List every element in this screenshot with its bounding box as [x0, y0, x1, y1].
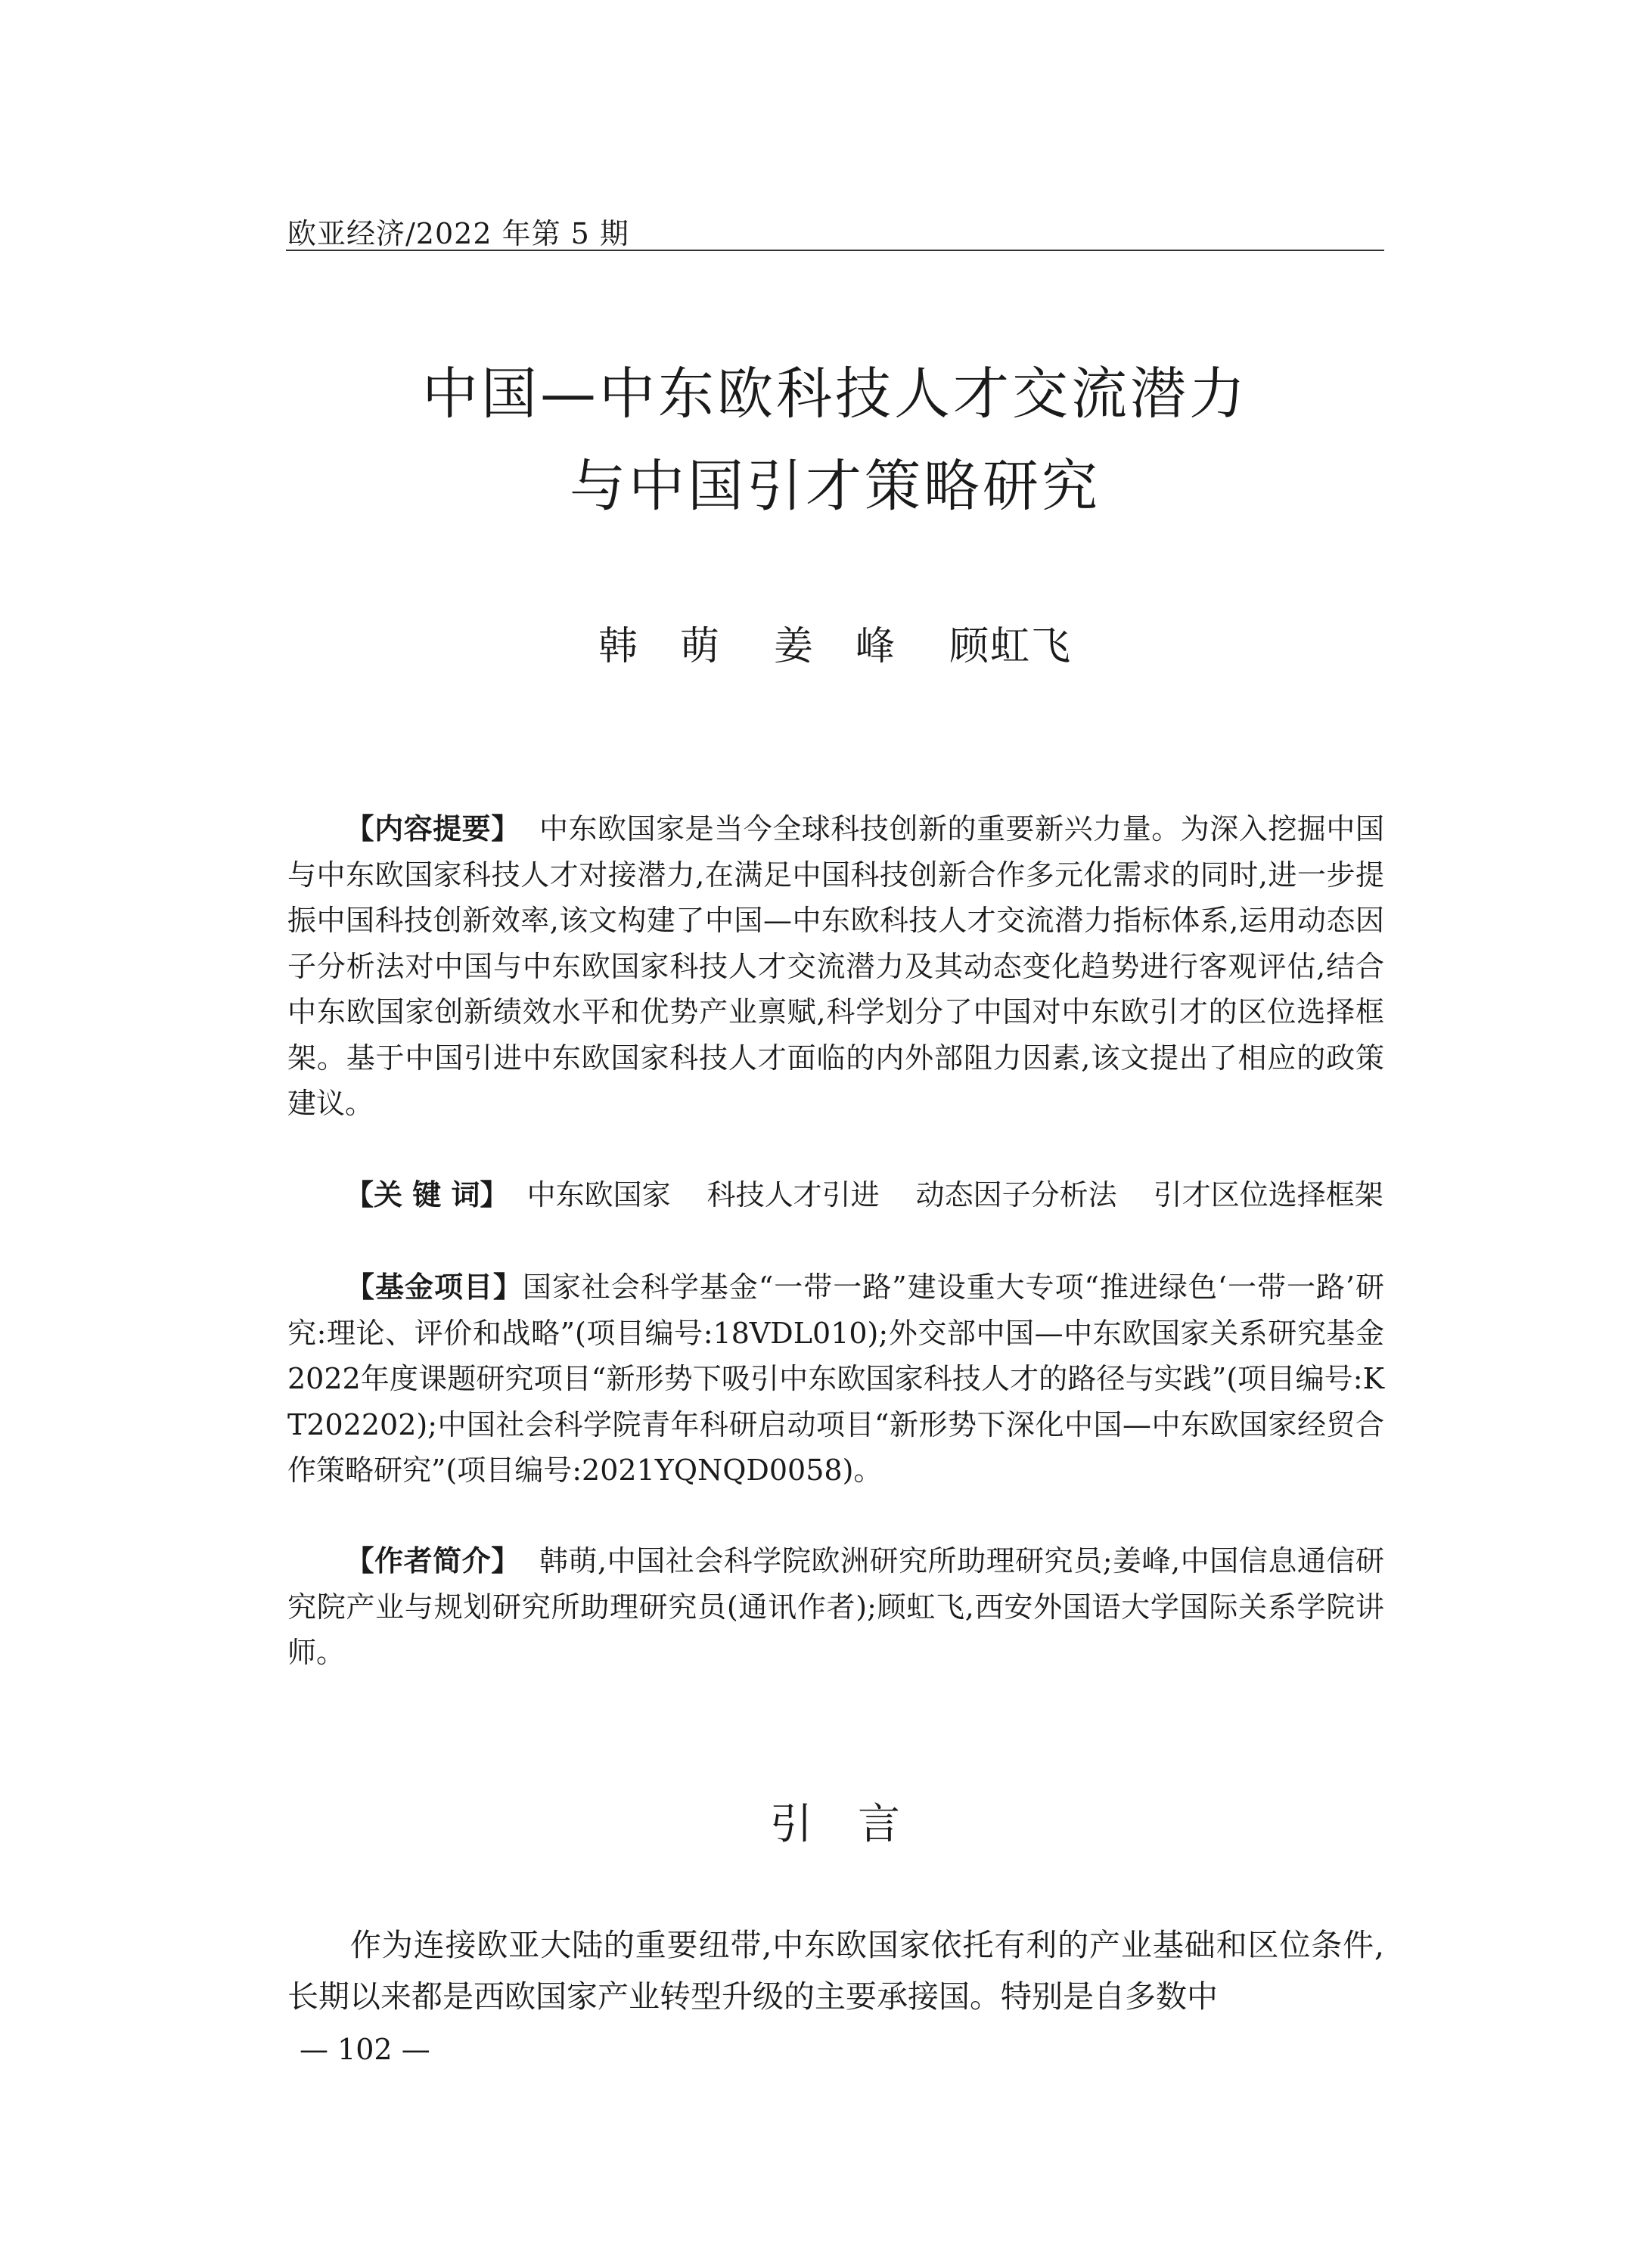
body-paragraph: [287, 1919, 1384, 2022]
running-header: 欧亚经济/2022 年第 5 期: [287, 217, 629, 250]
abstract-label: 【内容提要】: [345, 812, 520, 845]
abstract-section: [287, 806, 1384, 1127]
title-line-1: 中国—中东欧科技人才交流潜力: [422, 361, 1248, 427]
keyword-item: 中东欧国家: [526, 1178, 671, 1212]
funding-section: [287, 1264, 1384, 1494]
author-list: [286, 614, 1384, 671]
keyword-item: 引才区位选择框架: [1153, 1178, 1383, 1212]
keyword-item: 动态因子分析法: [915, 1178, 1117, 1212]
author-bio-section: [287, 1538, 1384, 1676]
page-number: — 102 —: [300, 2033, 430, 2066]
keyword-item: 科技人才引进: [706, 1178, 880, 1212]
article-title: [286, 348, 1384, 532]
author-bio-label: 【作者简介】: [345, 1544, 520, 1578]
author-name: 顾虹飞: [949, 624, 1073, 669]
abstract-text: 中东欧国家是当今全球科技创新的重要新兴力量。为深入挖掘中国与中东欧国家科技人才对接潜力,在满足中国科技创新合作多元化需求的同时,进一步提振中国科技创新效率,该文构建了中国—中东欧科技人才交流潜力指标体系,运用动态因子分析法对中国与中东欧国家科技人才交流潜力及其动态变化趋势进行客观评估,结合中东欧国家创新绩效水平和优势产业禀赋,科学划分了中国对中东欧引才的区位选择框架。基于中国引进中东欧国家科技人才面临的内外部阻力因素,该文提出了相应的政策建议。: [287, 812, 1384, 1120]
author-name: 姜 峰: [773, 624, 896, 669]
section-heading: 引言: [770, 1800, 946, 1849]
keywords-label: 【关 键 词】: [345, 1178, 509, 1212]
author-name: 韩 萌: [598, 624, 721, 669]
author-bio-text: 韩萌,中国社会科学院欧洲研究所助理研究员;姜峰,中国信息通信研究院产业与规划研究所助理研究员(通讯作者);顾虹飞,西安外国语大学国际关系学院讲师。: [287, 1544, 1384, 1669]
funding-text: 国家社会科学基金“一带一路”建设重大专项“推进绿色‘一带一路’研究:理论、评价和战略”(项目编号:18VDL010);外交部中国—中东欧国家关系研究基金2022年度课题研究项目“新形势下吸引中东欧国家科技人才的路径与实践”(项目编号:KT202202);中国社会科学院青年科研启动项目“新形势下深化中国—中东欧国家经贸合作策略研究”(项目编号:2021YQNQD0058)。: [287, 1271, 1384, 1487]
header-rule: [286, 250, 1384, 251]
keywords-section: [287, 1172, 1384, 1218]
title-line-2: 与中国引才策略研究: [570, 454, 1101, 519]
body-paragraph-text: 作为连接欧亚大陆的重要纽带,中东欧国家依托有利的产业基础和区位条件,长期以来都是西欧国家产业转型升级的主要承接国。特别是自多数中: [287, 1927, 1384, 2015]
funding-label: 【基金项目】: [345, 1271, 523, 1304]
